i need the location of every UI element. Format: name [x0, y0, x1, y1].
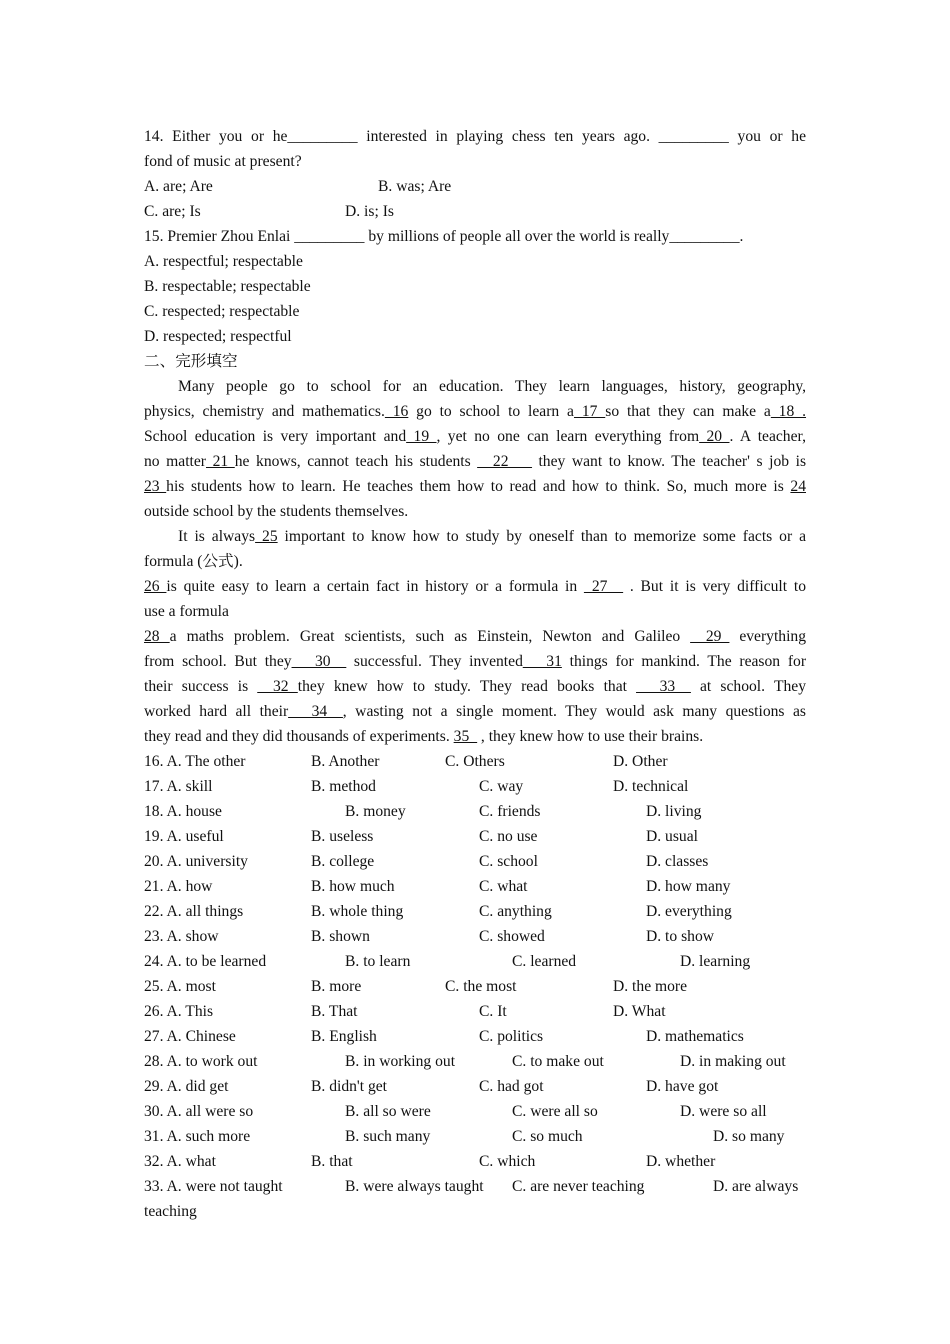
- blank-17: 17: [573, 403, 606, 420]
- q14-option-a: A. are; Are: [144, 178, 213, 195]
- passage-line: Many people go to school for an education. They learn languages, history, geography,: [178, 378, 806, 395]
- options-row: [144, 774, 806, 799]
- question-14-options-row2: [144, 199, 806, 224]
- document-page: [144, 124, 806, 1224]
- option-b: B. English: [311, 1028, 377, 1045]
- option-d: D. learning: [680, 953, 751, 970]
- option-a: 25. A. most: [144, 978, 216, 995]
- option-d: D. usual: [646, 828, 698, 845]
- options-row: [144, 974, 806, 999]
- option-d: D. have got: [646, 1078, 719, 1095]
- option-b: B. money: [345, 803, 406, 820]
- passage-line: their success is __32 they knew how to study. They read books that ___33__ at school. They: [144, 678, 806, 695]
- option-c: C. politics: [479, 1028, 544, 1045]
- option-d: D. Other: [613, 753, 668, 770]
- q14-option-c: C. are; Is: [144, 203, 201, 220]
- option-d: D. classes: [646, 853, 709, 870]
- option-c: C. so much: [512, 1128, 583, 1145]
- option-b: B. whole thing: [311, 903, 404, 920]
- option-b: B. how much: [311, 878, 395, 895]
- option-a: 19. A. useful: [144, 828, 224, 845]
- option-b: B. That: [311, 1003, 358, 1020]
- option-a: 30. A. all were so: [144, 1103, 254, 1120]
- option-d: D. in making out: [680, 1053, 786, 1070]
- blank-32: __32: [257, 678, 298, 695]
- option-c: C. It: [479, 1003, 507, 1020]
- blank-34: ___34__: [288, 703, 343, 720]
- q15-option-d: D. respected; respectful: [144, 328, 292, 345]
- options-row: [144, 874, 806, 899]
- option-b: B. method: [311, 778, 376, 795]
- option-c: C. are never teaching: [512, 1178, 645, 1195]
- passage-line: physics, chemistry and mathematics. 16 go to school to learn a 17 so that they can make a 18 .: [144, 403, 807, 420]
- option-c: C. learned: [512, 953, 577, 970]
- option-c: C. way: [479, 778, 524, 795]
- option-a: 32. A. what: [144, 1153, 216, 1170]
- blank-27: _27__: [584, 578, 623, 595]
- blank-33: ___33__: [636, 678, 691, 695]
- q15-option-b: B. respectable; respectable: [144, 278, 311, 295]
- option-a: 23. A. show: [144, 928, 219, 945]
- option-c: C. what: [479, 878, 528, 895]
- option-d: D. What: [613, 1003, 666, 1020]
- option-b: B. shown: [311, 928, 370, 945]
- option-a: 26. A. This: [144, 1003, 214, 1020]
- option-c: C. to make out: [512, 1053, 604, 1070]
- option-a: 28. A. to work out: [144, 1053, 258, 1070]
- blank-29: __29_: [690, 628, 730, 645]
- option-c: C. were all so: [512, 1103, 598, 1120]
- option-d: D. were so all: [680, 1103, 767, 1120]
- options-row: [144, 1124, 806, 1149]
- option-a: 17. A. skill: [144, 778, 213, 795]
- option-c: C. the most: [445, 978, 517, 995]
- blank-19: 19: [406, 428, 437, 445]
- option-c: C. no use: [479, 828, 538, 845]
- option-d: D. the more: [613, 978, 688, 995]
- passage-line: worked hard all their___34__, wasting not a single moment. They would ask many questions as: [144, 703, 806, 720]
- passage-line: It is always 25 important to know how to study by oneself than to memorize some facts or a: [178, 528, 806, 545]
- option-a: 21. A. how: [144, 878, 213, 895]
- passage-line: 26 is quite easy to learn a certain fact in history or a formula in _27__ . But it is very difficult to: [144, 578, 807, 595]
- option-b: B. more: [311, 978, 362, 995]
- options-row-33: [144, 1174, 806, 1199]
- passage-line: from school. But they___30__ successful. They invented___31 things for mankind. The reason for: [144, 653, 807, 670]
- passage-line: 28 a maths problem. Great scientists, such as Einstein, Newton and Galileo __29_ everything: [144, 628, 806, 645]
- option-d: D. whether: [646, 1153, 716, 1170]
- option-b: B. in working out: [345, 1053, 456, 1070]
- options-row: [144, 749, 806, 774]
- options-row: [144, 1024, 806, 1049]
- options-row: [144, 849, 806, 874]
- option-a: 18. A. house: [144, 803, 222, 820]
- options-row: [144, 799, 806, 824]
- options-row: [144, 899, 806, 924]
- options-row: [144, 1049, 806, 1074]
- option-a: 29. A. did get: [144, 1078, 229, 1095]
- option-d: D. technical: [613, 778, 689, 795]
- option-a: 27. A. Chinese: [144, 1028, 236, 1045]
- option-c: C. anything: [479, 903, 552, 920]
- passage-line: use a formula: [144, 603, 229, 620]
- option-d: D. are always: [713, 1178, 799, 1195]
- options-row: [144, 824, 806, 849]
- option-a: 16. A. The other: [144, 753, 246, 770]
- blank-24: 24: [790, 478, 806, 495]
- options-row: [144, 1074, 806, 1099]
- options-row: [144, 924, 806, 949]
- option-b: B. to learn: [345, 953, 411, 970]
- passage-line: they read and they did thousands of experiments. 35_ , they knew how to use their brains.: [144, 728, 704, 745]
- passage-line: no matter 21 he knows, cannot teach his students __22___ they want to know. The teacher' s job is: [144, 453, 807, 470]
- blank-30: ___30__: [291, 653, 347, 670]
- option-c: C. friends: [479, 803, 541, 820]
- option-d: D. how many: [646, 878, 731, 895]
- option-a: 24. A. to be learned: [144, 953, 267, 970]
- q15-option-c: C. respected; respectable: [144, 303, 300, 320]
- option-b: B. didn't get: [311, 1078, 388, 1095]
- blank-20: 20: [699, 428, 730, 445]
- options-row: [144, 999, 806, 1024]
- blank-25: 25: [255, 528, 278, 545]
- options-list: [144, 749, 806, 1174]
- passage-line: School education is very important and 19 , yet no one can learn everything from 20 . A teacher,: [144, 428, 806, 445]
- option-a: 20. A. university: [144, 853, 248, 870]
- option-d: D. everything: [646, 903, 732, 920]
- option-b: B. were always taught: [345, 1178, 484, 1195]
- question-14-options-row1: [144, 174, 806, 199]
- option-a: 31. A. such more: [144, 1128, 251, 1145]
- options-row: [144, 949, 806, 974]
- option-b: B. useless: [311, 828, 374, 845]
- blank-22: __22___: [477, 453, 532, 470]
- option-a: 22. A. all things: [144, 903, 244, 920]
- option-c: C. had got: [479, 1078, 544, 1095]
- question-14-stem: 14. Either you or he_________ interested in playing chess ten years ago. _________ you or he: [144, 128, 806, 145]
- blank-21: 21: [206, 453, 235, 470]
- option-c: C. Others: [445, 753, 505, 770]
- q15-option-a: A. respectful; respectable: [144, 253, 303, 270]
- options-row: [144, 1149, 806, 1174]
- passage-line: 23 his students how to learn. He teaches them how to read and how to think. So, much more is 24: [144, 478, 806, 495]
- option-b: B. all so were: [345, 1103, 431, 1120]
- question-14-stem-cont: fond of music at present?: [144, 153, 302, 170]
- option-c: C. showed: [479, 928, 545, 945]
- option-c: C. which: [479, 1153, 536, 1170]
- q14-option-d: D. is; Is: [345, 203, 394, 220]
- option-b: B. college: [311, 853, 375, 870]
- passage-line: formula (公式).: [144, 553, 243, 570]
- option-d: D. to show: [646, 928, 715, 945]
- option-d: D. living: [646, 803, 702, 820]
- option-c: C. school: [479, 853, 538, 870]
- question-15-stem: 15. Premier Zhou Enlai _________ by millions of people all over the world is really_________.: [144, 228, 744, 245]
- blank-35: 35_: [453, 728, 478, 745]
- blank-31: ___31: [522, 653, 562, 670]
- blank-23: 23: [144, 478, 167, 495]
- option-a: 33. A. were not taught: [144, 1178, 283, 1195]
- option-b: B. such many: [345, 1128, 431, 1145]
- blank-18: 18 .: [770, 403, 807, 420]
- blank-16: 16: [384, 403, 409, 420]
- option-b: B. Another: [311, 753, 380, 770]
- section-title: 二、完形填空: [144, 353, 238, 370]
- option-d: D. so many: [713, 1128, 785, 1145]
- q14-option-b: B. was; Are: [378, 178, 452, 195]
- passage-line: outside school by the students themselves.: [144, 503, 409, 520]
- blank-26: 26: [144, 578, 167, 595]
- option-b: B. that: [311, 1153, 353, 1170]
- option-d: D. mathematics: [646, 1028, 744, 1045]
- options-row: [144, 1099, 806, 1124]
- blank-28: 28: [144, 628, 170, 645]
- option-d-cont: teaching: [144, 1203, 197, 1220]
